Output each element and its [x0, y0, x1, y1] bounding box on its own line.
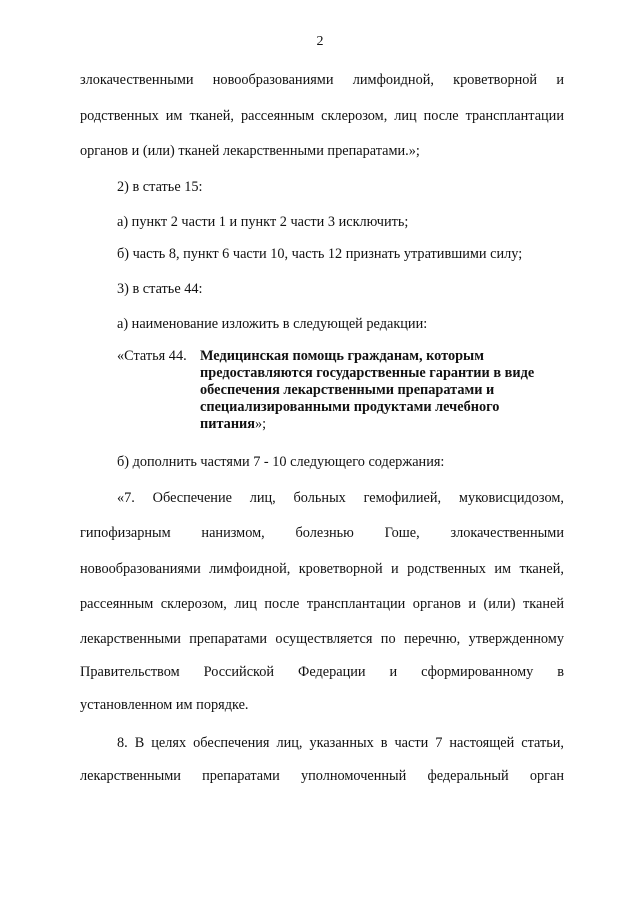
text-line: «7. Обеспечение лиц, больных гемофилией, муковисцидозом,: [117, 490, 564, 506]
article-title-last: питания: [200, 416, 256, 432]
text-line: новообразованиями лимфоидной, кроветворной и родственных им тканей,: [80, 561, 564, 577]
text-line: родственных им тканей, рассеянным склерозом, лиц после трансплантации: [80, 108, 564, 124]
article-title-line: [200, 416, 545, 433]
text-line: злокачественными новообразованиями лимфоидной, кроветворной и: [80, 72, 564, 88]
page-number: 2: [316, 34, 324, 49]
article-label: «Статья 44.: [117, 348, 187, 364]
list-item: 3) в статье 44:: [117, 281, 203, 297]
article-title-line: специализированными продуктами лечебного: [200, 399, 500, 415]
list-item: б) дополнить частями 7 - 10 следующего содержания:: [117, 454, 445, 470]
article-title-end: »;: [255, 416, 267, 432]
list-item: а) пункт 2 части 1 и пункт 2 части 3 исключить;: [117, 214, 409, 230]
text-line: рассеянным склерозом, лиц после трансплантации органов и (или) тканей: [80, 596, 564, 612]
list-item: б) часть 8, пункт 6 части 10, часть 12 признать утратившими силу;: [117, 246, 523, 262]
article-title-line: Медицинская помощь гражданам, которым: [200, 348, 484, 364]
text-line: органов и (или) тканей лекарственными препаратами.»;: [80, 143, 420, 159]
text-line: гипофизарным нанизмом, болезнью Гоше, злокачественными: [80, 525, 564, 541]
text-line: Правительством Российской Федерации и сформированному в: [80, 664, 564, 680]
text-line: 8. В целях обеспечения лиц, указанных в части 7 настоящей статьи,: [117, 735, 564, 751]
text-line: лекарственными препаратами уполномоченный федеральный орган: [80, 768, 564, 784]
article-title-line: предоставляются государственные гарантии в виде: [200, 365, 535, 381]
text-line: лекарственными препаратами осуществляется по перечню, утвержденному: [80, 631, 564, 647]
article-title: [200, 348, 545, 433]
list-item: 2) в статье 15:: [117, 179, 203, 195]
text-line: установленном им порядке.: [80, 697, 249, 713]
article-title-line: обеспечения лекарственными препаратами и: [200, 382, 495, 398]
list-item: а) наименование изложить в следующей редакции:: [117, 316, 428, 332]
